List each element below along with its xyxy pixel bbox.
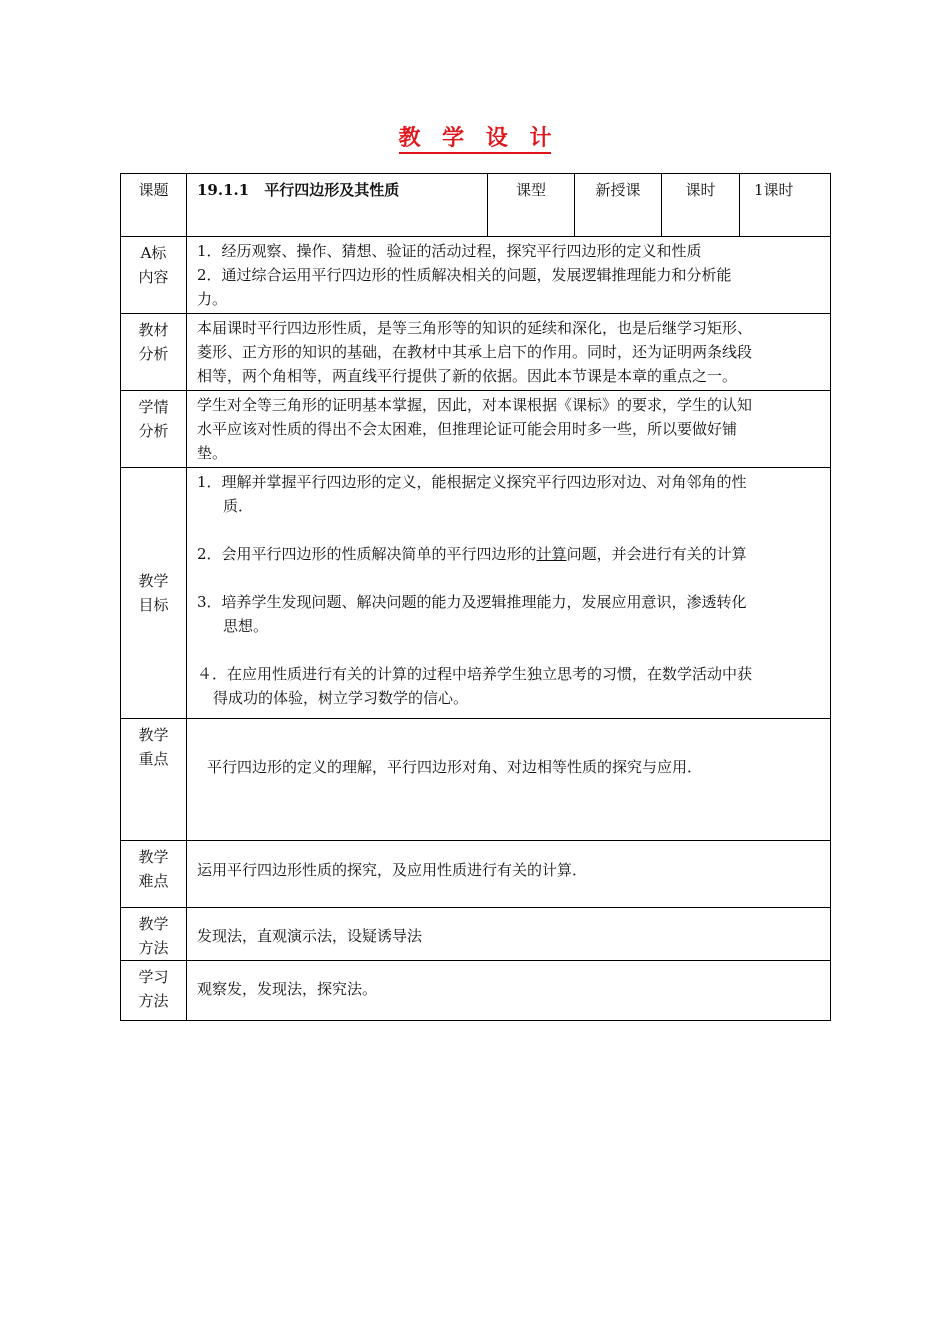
textbook-label — [121, 314, 187, 391]
hours-value: 1课时 — [740, 174, 831, 237]
textbook-content — [187, 314, 831, 391]
learning-label-1: 学习 — [138, 968, 169, 986]
goal-1-line-b: 质． — [223, 497, 254, 515]
type-label: 课型 — [488, 174, 575, 237]
students-label-1: 学情 — [138, 398, 169, 416]
goals-label-1: 教学 — [138, 572, 169, 590]
methods-content: 发现法，直观演示法，设疑诱导法 — [187, 908, 831, 961]
textbook-line-3: 相等，两个角相等，两直线平行提供了新的依据。因此本节课是本章的重点之一。 — [197, 367, 738, 385]
goal-2 — [197, 542, 824, 566]
a-standard-content — [187, 237, 831, 314]
goal-3-line-a: 3．培养学生发现问题、解决问题的能力及逻辑推理能力，发展应用意识，渗透转化 — [197, 593, 747, 611]
topic-value: 19.1.1 平行四边形及其性质 — [187, 174, 488, 237]
goal-2-pre: 2．会用平行四边形的性质解决简单的平行四边形的 — [197, 545, 537, 563]
learning-label-2: 方法 — [138, 992, 169, 1010]
key-points-label — [121, 719, 187, 841]
students-line-2: 水平应该对性质的得出不会太困难，但推理论证可能会用时多一些，所以要做好铺 — [197, 420, 738, 438]
document-title — [0, 121, 950, 152]
difficulties-label-2: 难点 — [138, 872, 169, 890]
key-points-label-1: 教学 — [138, 726, 169, 744]
methods-label-2: 方法 — [138, 939, 169, 957]
a-standard-label-2: 内容 — [138, 268, 169, 286]
difficulties-label-1: 教学 — [138, 848, 169, 866]
students-content — [187, 391, 831, 468]
methods-label-1: 教学 — [138, 915, 169, 933]
methods-row — [121, 908, 831, 961]
students-line-3: 垫。 — [197, 444, 228, 462]
goal-1-line-a: 1．理解并掌握平行四边形的定义，能根据定义探究平行四边形对边、对角邻角的性 — [197, 473, 747, 491]
a-standard-line-1: 1．经历观察、操作、猜想、验证的活动过程，探究平行四边形的定义和性质 — [197, 242, 702, 260]
goals-label — [121, 468, 187, 719]
goal-3-line-b: 思想。 — [223, 617, 269, 635]
hours-label: 课时 — [662, 174, 740, 237]
students-line-1: 学生对全等三角形的证明基本掌握，因此，对本课根据《课标》的要求，学生的认知 — [197, 396, 753, 414]
textbook-row — [121, 314, 831, 391]
lesson-plan-table — [120, 173, 831, 1021]
difficulties-row — [121, 841, 831, 908]
topic-label: 课题 — [121, 174, 187, 237]
students-row — [121, 391, 831, 468]
methods-label — [121, 908, 187, 961]
learning-label — [121, 961, 187, 1021]
a-standard-label-1: A标 — [140, 244, 167, 262]
textbook-label-2: 分析 — [138, 345, 169, 363]
header-row — [121, 174, 831, 237]
students-label — [121, 391, 187, 468]
textbook-label-1: 教材 — [138, 321, 169, 339]
difficulties-label — [121, 841, 187, 908]
goals-content — [187, 468, 831, 719]
a-standard-line-3: 力。 — [197, 290, 228, 308]
learning-content: 观察发，发现法，探究法。 — [187, 961, 831, 1021]
a-standard-row — [121, 237, 831, 314]
document-title-text: 教 学 设 计 — [399, 125, 552, 154]
textbook-line-1: 本届课时平行四边形性质，是等三角形等的知识的延续和深化，也是后继学习矩形、 — [197, 319, 753, 337]
key-points-label-2: 重点 — [138, 750, 169, 768]
type-value: 新授课 — [575, 174, 662, 237]
goals-label-2: 目标 — [138, 596, 169, 614]
key-points-row — [121, 719, 831, 841]
learning-row — [121, 961, 831, 1021]
textbook-line-2: 菱形、正方形的知识的基础，在教材中其承上启下的作用。同时，还为证明两条线段 — [197, 343, 753, 361]
a-standard-label — [121, 237, 187, 314]
a-standard-line-2: 2．通过综合运用平行四边形的性质解决相关的问题，发展逻辑推理能力和分析能 — [197, 266, 732, 284]
students-label-2: 分析 — [138, 422, 169, 440]
goal-2-underlined-word: 计算 — [536, 545, 567, 563]
key-points-content: 平行四边形的定义的理解，平行四边形对角、对边相等性质的探究与应用． — [187, 719, 831, 841]
goal-4-line-a: ４．在应用性质进行有关的计算的过程中培养学生独立思考的习惯，在数学活动中获 — [197, 665, 753, 683]
goal-4-line-b: 得成功的体验，树立学习数学的信心。 — [213, 689, 469, 707]
difficulties-content: 运用平行四边形性质的探究，及应用性质进行有关的计算． — [187, 841, 831, 908]
goals-row — [121, 468, 831, 719]
goal-2-post: 问题，并会进行有关的计算 — [566, 545, 747, 563]
